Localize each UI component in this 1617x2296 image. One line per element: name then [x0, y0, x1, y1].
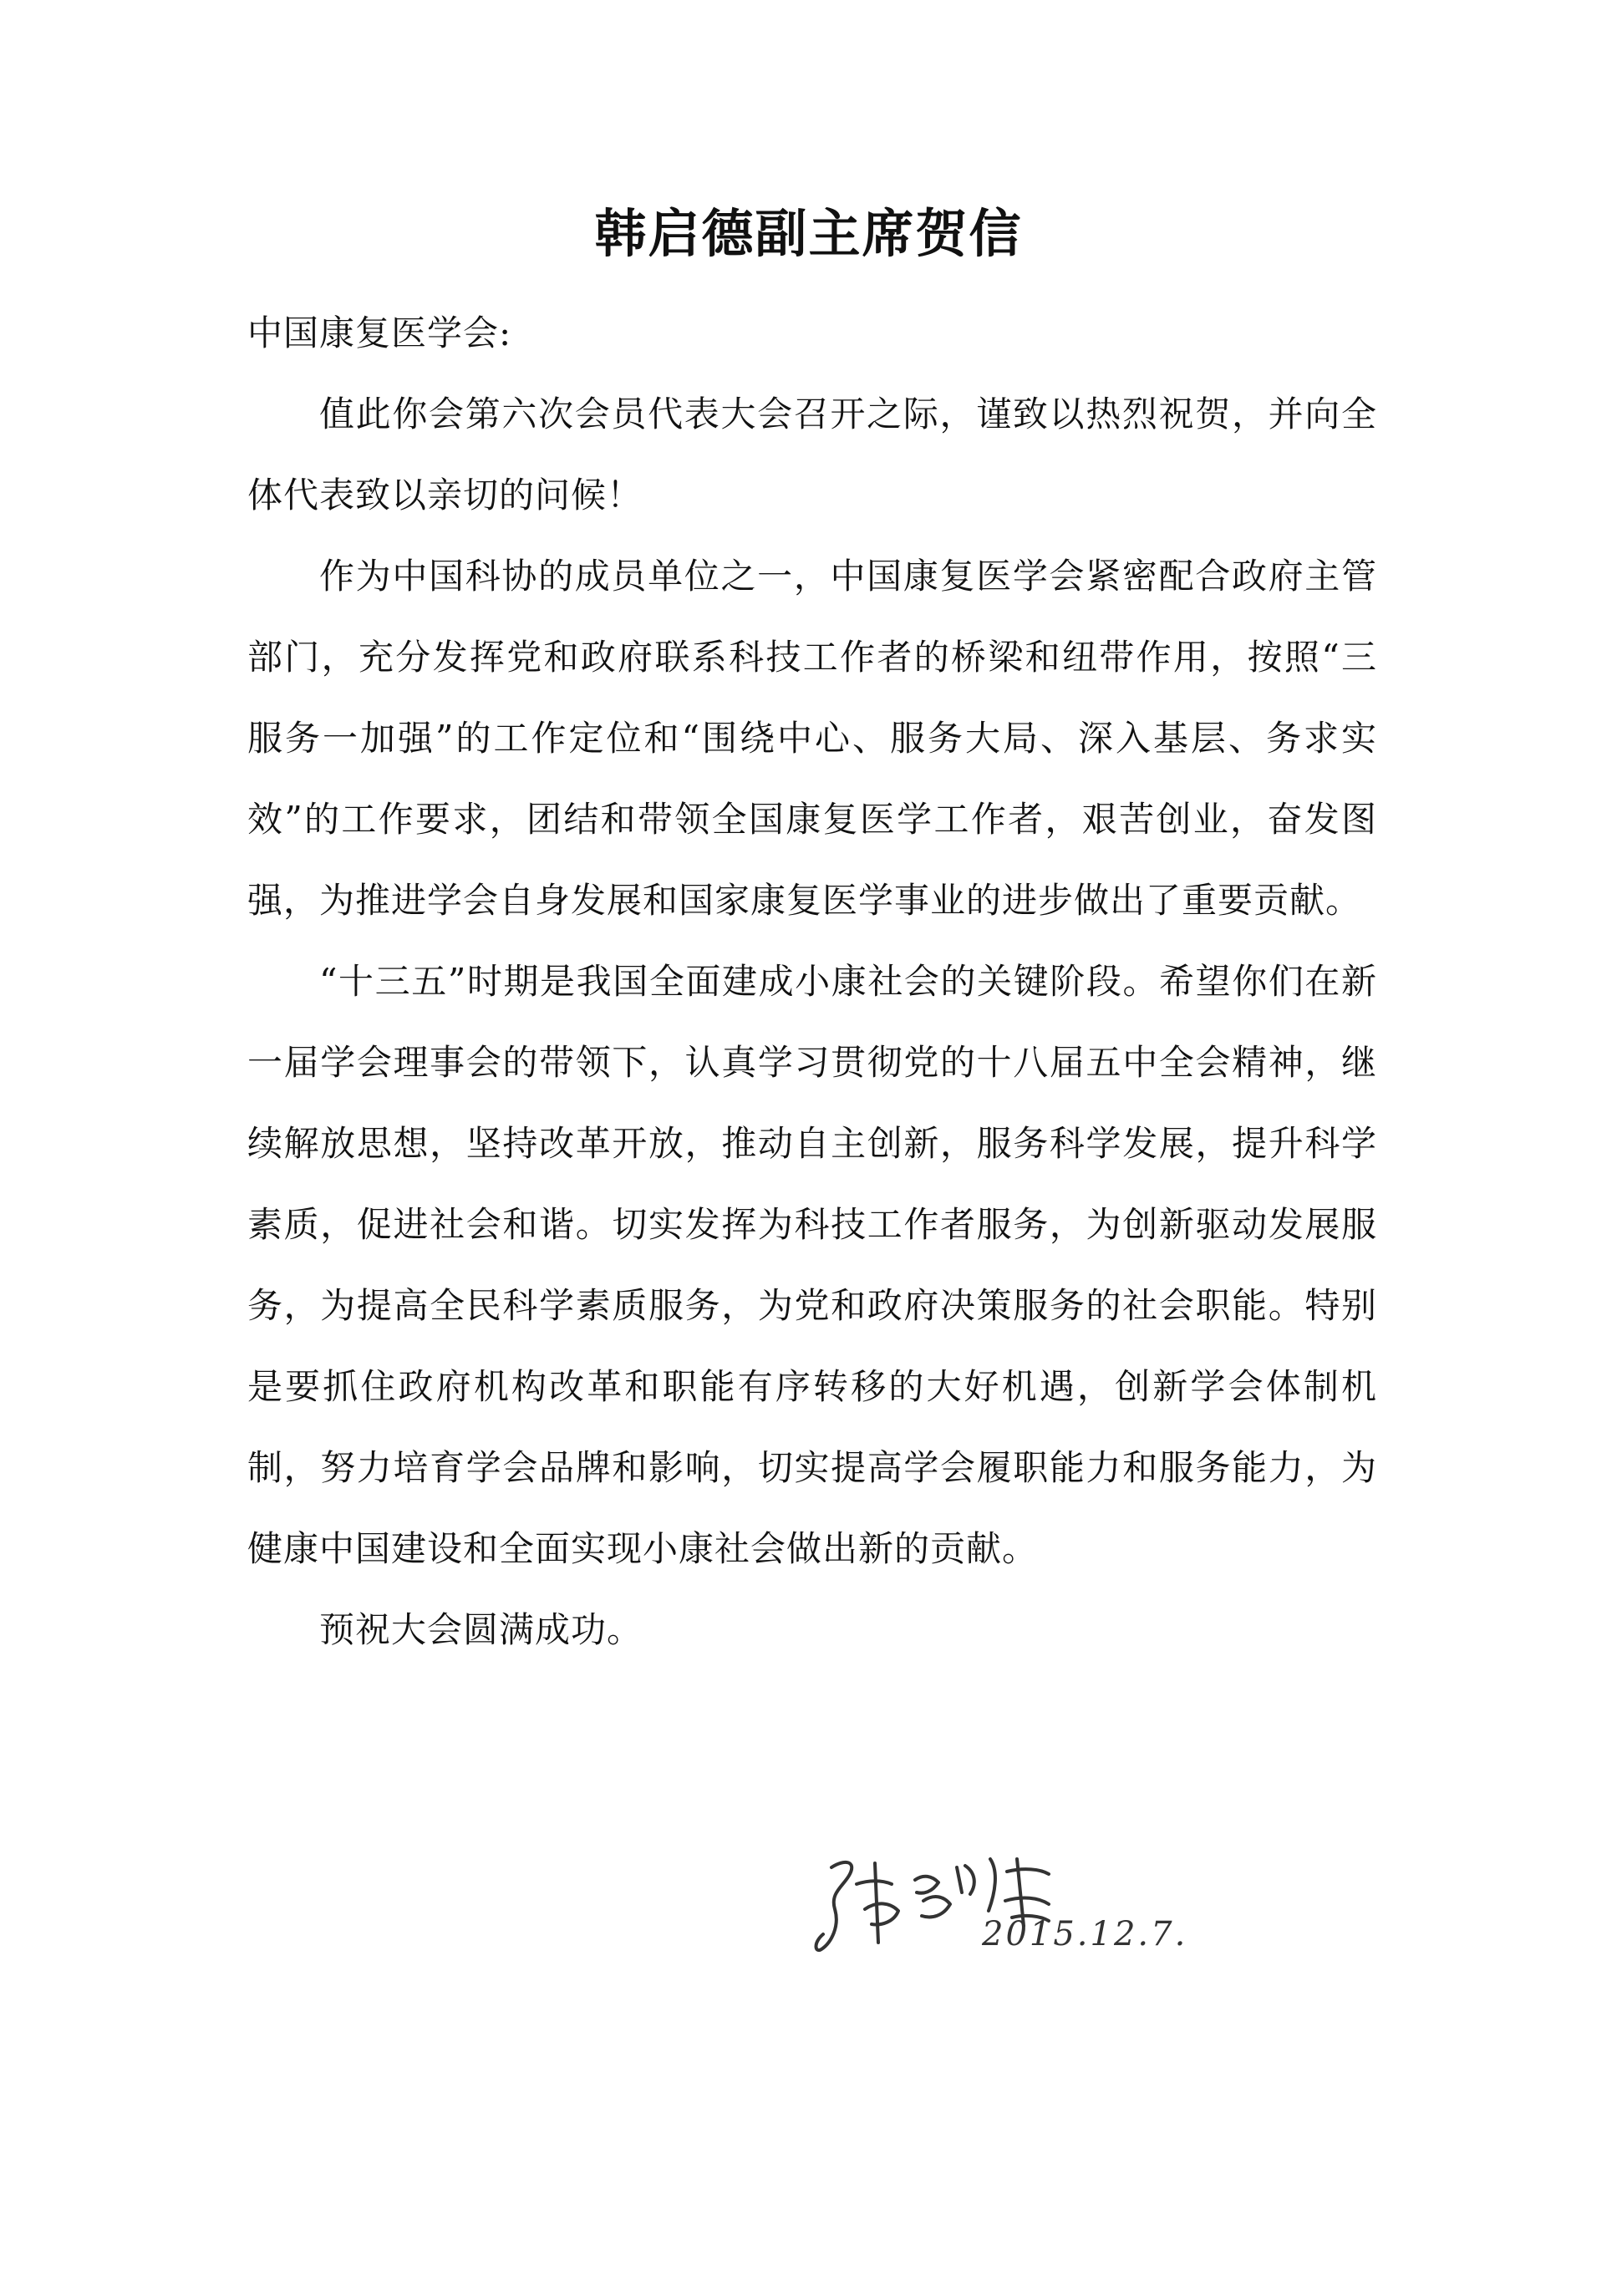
letter-salutation: 中国康复医学会:	[247, 312, 512, 353]
signature-date: 2015.12.7.	[982, 1915, 1188, 1953]
letter-paragraph-closing: 预祝大会圆满成功。	[319, 1609, 643, 1650]
letter-body	[247, 292, 1377, 1670]
letter-paragraph-greeting: 值此你会第六次会员代表大会召开之际，谨致以热烈祝贺，并向全体代表致以亲切的问候！	[247, 394, 1377, 516]
letter-paragraph-contribution: 作为中国科协的成员单位之一，中国康复医学会紧密配合政府主管部门，充分发挥党和政府联系科技工作者的桥梁和纽带作用，按照“三服务一加强”的工作定位和“围绕中心、服务大局、深入基层、务求实效”的工作要求，团结和带领全国康复医学工作者，艰苦创业，奋发图强，为推进学会自身发展和国家康复医学事业的进步做出了重要贡献。	[247, 556, 1377, 921]
letter-title: 韩启德副主席贺信	[594, 203, 1023, 264]
letter-paragraph-hopes: “十三五”时期是我国全面建成小康社会的关键阶段。希望你们在新一届学会理事会的带领下，认真学习贯彻党的十八届五中全会精神，继续解放思想，坚持改革开放，推动自主创新，服务科学发展，提升科学素质，促进社会和谐。切实发挥为科技工作者服务，为创新驱动发展服务，为提高全民科学素质服务，为党和政府决策服务的社会职能。特别是要抓住政府机构改革和职能有序转移的大好机遇，创新学会体制机制，努力培育学会品牌和影响，切实提高学会履职能力和服务能力，为健康中国建设和全面实现小康社会做出新的贡献。	[247, 961, 1377, 1569]
